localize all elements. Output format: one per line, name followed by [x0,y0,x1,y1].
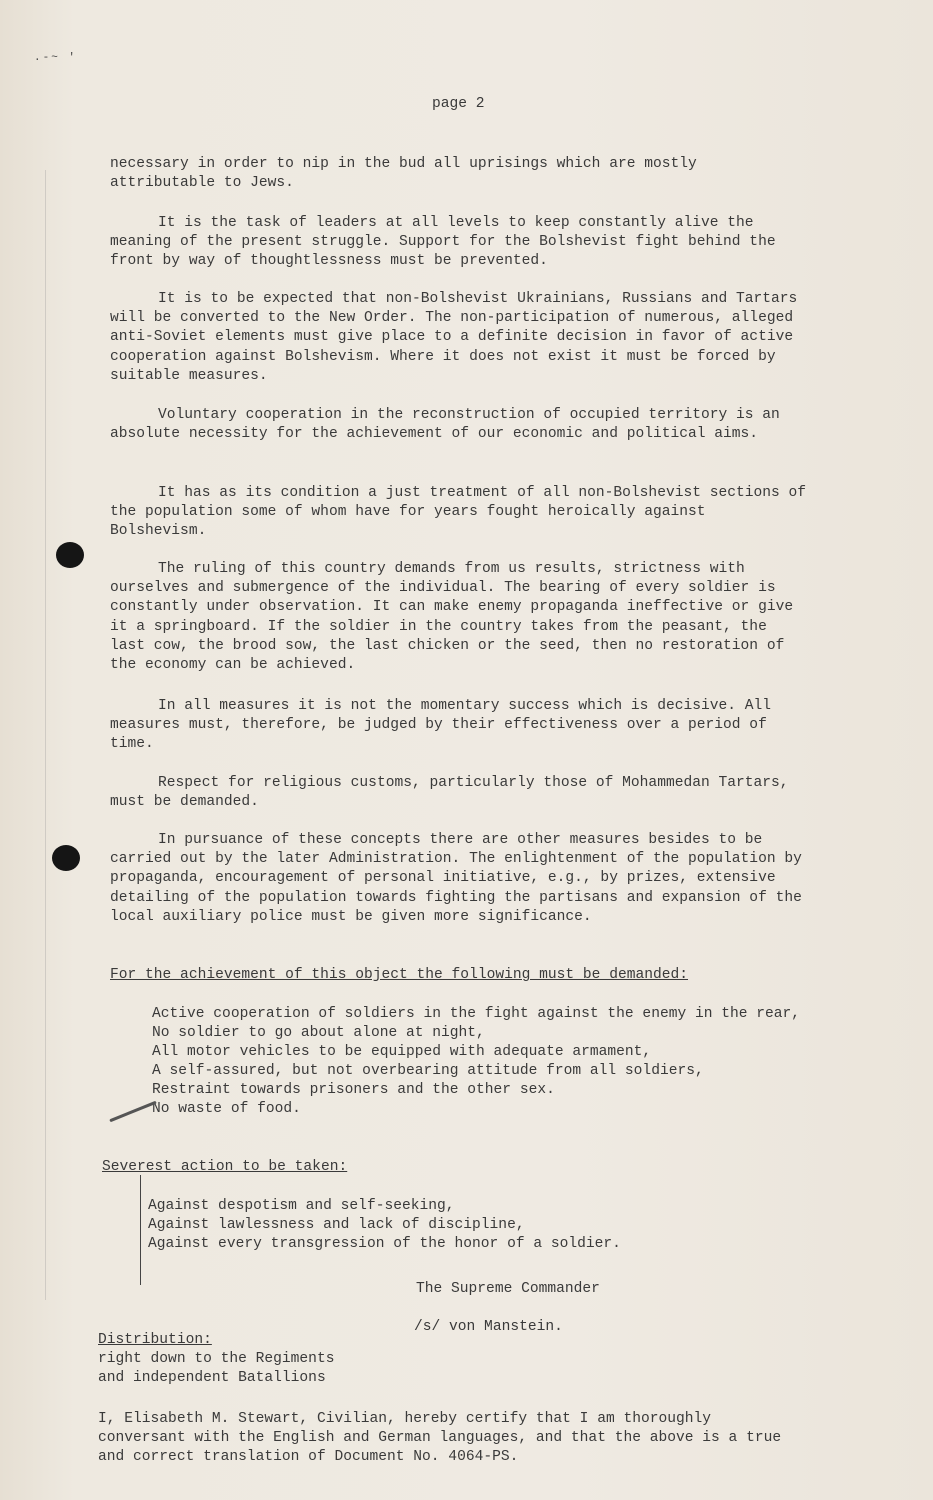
paragraph-5 [110,484,810,542]
list-item: No soldier to go about alone at night, [152,1025,485,1041]
paragraph-text: Voluntary cooperation in the reconstruction of occupied territory is an absolute necessity for the achievement of our economic and political aims. [110,407,780,443]
paragraph-3 [110,290,810,386]
punch-hole-bottom [52,845,80,871]
punch-hole-top [56,542,84,568]
paragraph-9 [110,831,810,927]
paragraph-text: It is to be expected that non-Bolshevist Ukrainians, Russians and Tartars will be converted to the New Order. The non-participation of numerous, alleged anti-Soviet elements must give place to a definite decision in favor of active cooperation against Bolshevism. Where it does not exist it must be forced by suitable measures. [110,291,798,384]
distribution-heading: Distribution: [98,1332,212,1348]
distribution-line: right down to the Regiments [98,1351,335,1368]
paragraph-8 [110,774,810,812]
list-item: Restraint towards prisoners and the other sex. [152,1082,555,1098]
paragraph-text: The ruling of this country demands from us results, strictness with ourselves and submergence of the individual. The bearing of every soldier is constantly under observation. It can make enemy propaganda ineffective or give it a springboard. If the soldier in the country takes from the peasant, the last cow, the brood sow, the last chicken or the seed, then no restoration of the economy can be achieved. [110,561,794,674]
paragraph-2 [110,214,810,272]
pen-mark [109,1101,156,1123]
corner-mark: .-~ ' [34,52,78,64]
paragraph-1 [110,155,810,193]
actions-list [148,1197,808,1254]
list-item: All motor vehicles to be equipped with adequate armament, [152,1044,652,1060]
list-item: Active cooperation of soldiers in the fight against the enemy in the rear, [152,1006,801,1022]
paragraph-text: It is the task of leaders at all levels to keep constantly alive the meaning of the present struggle. Support for the Bolshevist fight behind the front by way of thoughtlessness must be prevented. [110,215,776,270]
signature-name: /s/ von Manstein. [414,1319,563,1335]
bracket-line [140,1175,141,1285]
list-item: Against every transgression of the honor of a soldier. [148,1236,621,1252]
certification [98,1410,788,1468]
page-number: page 2 [432,96,485,112]
margin-line [45,170,46,1300]
distribution-line: and independent Batallions [98,1370,326,1387]
demands-heading [110,966,810,985]
distribution [98,1331,398,1389]
paragraph-text: It has as its condition a just treatment of all non-Bolshevist sections of the population some of whom have for years fought heroically against Bolshevism. [110,485,807,540]
paragraph-6 [110,560,810,675]
list-item: A self-assured, but not overbearing attitude from all soldiers, [152,1063,704,1079]
actions-heading [102,1158,802,1177]
list-item: No waste of food. [152,1101,301,1117]
certification-text: I, Elisabeth M. Stewart, Civilian, hereby certify that I am thoroughly conversant with the English and German languages, and that the above is a true and correct translation of Document No. 4064-PS. [98,1411,782,1466]
demands-list [152,1005,812,1119]
signature-title: The Supreme Commander [416,1281,600,1297]
list-item: Against lawlessness and lack of discipline, [148,1217,525,1233]
paragraph-7 [110,697,810,755]
paragraph-4 [110,406,810,444]
paragraph-text: In pursuance of these concepts there are other measures besides to be carried out by the later Administration. The enlightenment of the population by propaganda, encouragement of personal initiative, e.g., by prizes, extensive detailing of the population towards fighting the partisans and expansion of the local auxiliary police must be given more significance. [110,832,802,925]
list-item: Against despotism and self-seeking, [148,1198,455,1214]
paragraph-text: Respect for religious customs, particularly those of Mohammedan Tartars, must be demanded. [110,775,789,811]
paragraph-text: In all measures it is not the momentary success which is decisive. All measures must, therefore, be judged by their effectiveness over a period of time. [110,698,772,753]
heading-text: Severest action to be taken: [102,1159,348,1175]
paragraph-text: necessary in order to nip in the bud all uprisings which are mostly attributable to Jews. [110,156,697,192]
heading-text: For the achievement of this object the following must be demanded: [110,967,689,983]
